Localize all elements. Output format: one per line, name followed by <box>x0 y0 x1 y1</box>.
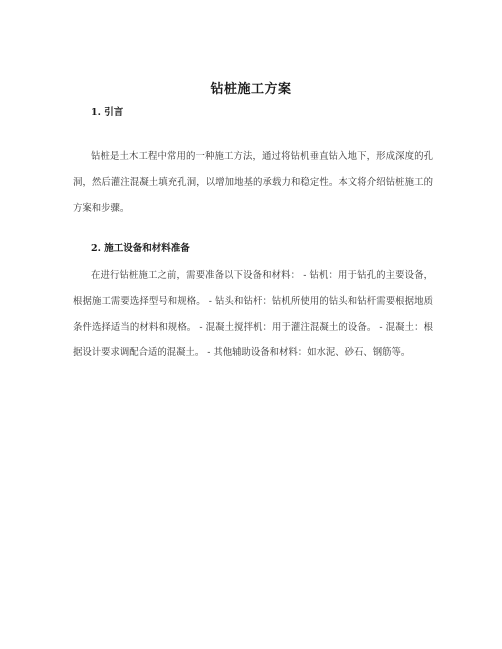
document-title: 钻桩施工方案 <box>210 82 292 97</box>
section-heading-equipment: 2. 施工设备和材料准备 <box>91 243 190 254</box>
section-body-introduction: 钻桩是土木工程中常用的一种施工方法，通过将钻机垂直钻入地下，形成深度的孔洞，然后灌注混凝土填充孔洞，以增加地基的承载力和稳定性。本文将介绍钻桩施工的方案和步骤。 <box>73 151 433 214</box>
section-heading-introduction: 1. 引言 <box>91 107 124 118</box>
section-body-equipment: 在进行钻桩施工之前，需要准备以下设备和材料： - 钻机：用于钻孔的主要设备，根据施工需要选择型号和规格。 - 钻头和钻杆：钻机所使用的钻头和钻杆需要根据地质条件选择适当的材料和规格。 - 混凝土搅拌机：用于灌注混凝土的设备。 - 混凝土：根据设计要求调配合适的混凝土。 - 其他辅助设备和材料：如水泥、砂石、钢筋等。 <box>73 270 433 359</box>
